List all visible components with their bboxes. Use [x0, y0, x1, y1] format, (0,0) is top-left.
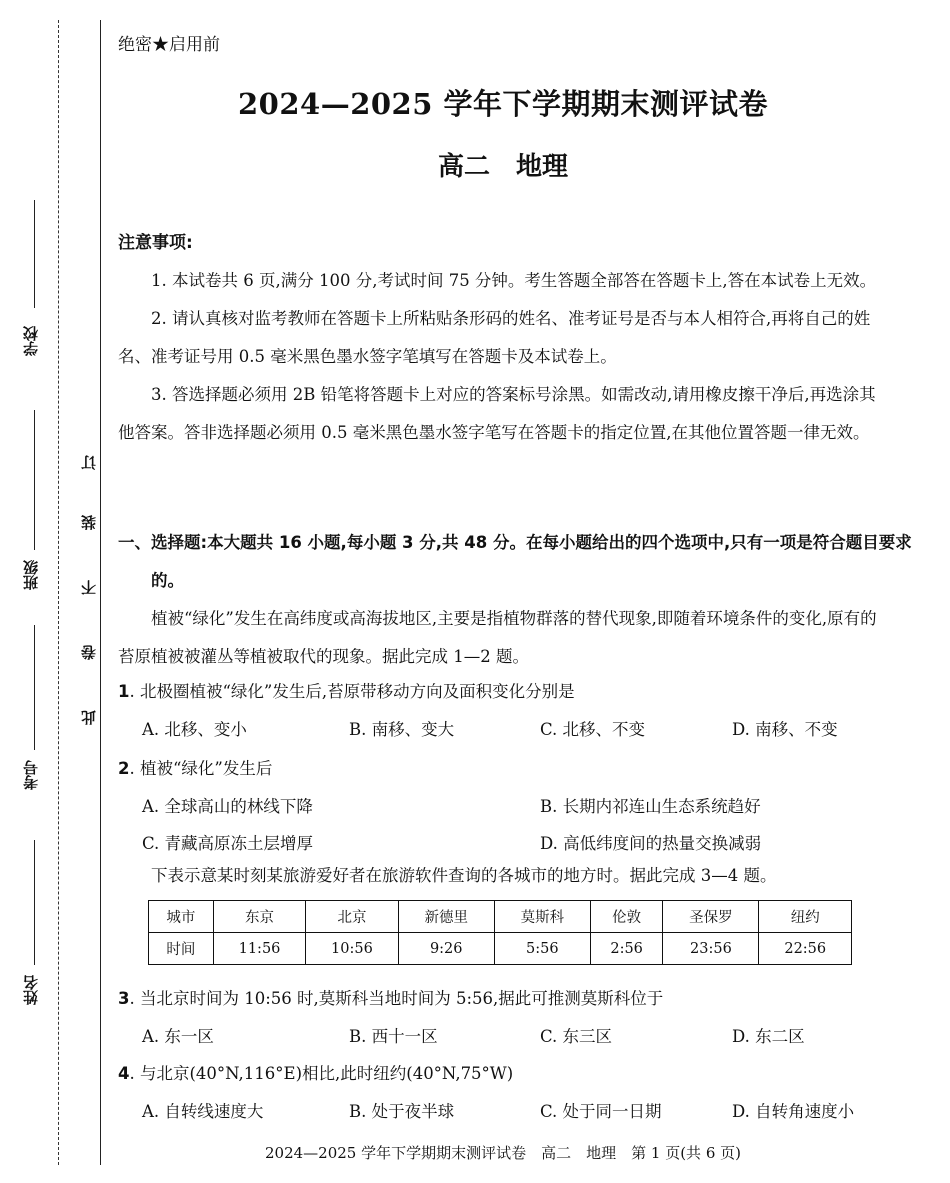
table-cell: 2:56 — [590, 933, 662, 965]
table-header-row — [149, 901, 852, 933]
question-stem: . 北极圈植被“绿化”发生后,苔原带移动方向及面积变化分别是 — [129, 682, 575, 701]
binding-sidebar — [0, 0, 110, 1183]
option-a[interactable]: A. 东一区 — [142, 1027, 214, 1046]
table-cell: 城市 — [149, 901, 214, 933]
option-b[interactable]: B. 南移、变大 — [349, 720, 455, 739]
table-cell: 10:56 — [306, 933, 398, 965]
notice-list — [118, 262, 883, 452]
question-2 — [118, 755, 272, 779]
confidential-mark: 绝密★启用前 — [118, 35, 220, 55]
class-fill-line — [34, 410, 35, 550]
exam-number-label: 考号 — [22, 760, 40, 790]
option-c[interactable]: C. 东三区 — [540, 1027, 613, 1046]
option-b[interactable]: B. 西十一区 — [349, 1027, 438, 1046]
option-d[interactable]: D. 东二区 — [732, 1027, 805, 1046]
option-a[interactable]: A. 自转线速度大 — [142, 1102, 264, 1121]
passage-local-time: 下表示意某时刻某旅游爱好者在旅游软件查询的各城市的地方时。据此完成 3—4 题。 — [151, 866, 777, 885]
binding-note-char: 装 — [80, 515, 98, 530]
question-number: 4 — [118, 1064, 130, 1083]
notice-item: 2. 请认真核对监考教师在答题卡上所粘贴条形码的姓名、准考证号是否与本人相符合,再将自己的姓名、准考证号用 0.5 毫米黑色墨水签字笔填写在答题卡及本试卷上。 — [118, 309, 871, 366]
local-time-table — [148, 900, 852, 965]
table-cell: 23:56 — [663, 933, 759, 965]
notice-heading: 注意事项: — [118, 233, 193, 253]
binding-note-char: 不 — [80, 580, 98, 595]
question-3 — [118, 985, 663, 1009]
class-label: 班级 — [22, 560, 40, 590]
binding-note-char: 此 — [80, 710, 98, 725]
option-c[interactable]: C. 青藏高原冻土层增厚 — [142, 834, 314, 853]
table-cell: 北京 — [306, 901, 398, 933]
margin-border-line — [100, 20, 101, 1165]
table-row — [149, 933, 852, 965]
question-stem: . 植被“绿化”发生后 — [129, 759, 273, 778]
table-cell: 5:56 — [494, 933, 590, 965]
school-fill-line — [34, 200, 35, 308]
table-cell: 9:26 — [398, 933, 494, 965]
option-b[interactable]: B. 处于夜半球 — [349, 1102, 455, 1121]
binding-note-char: 卷 — [80, 645, 98, 660]
name-label: 姓名 — [22, 975, 40, 1005]
table-cell: 东京 — [213, 901, 305, 933]
question-number: 3 — [118, 989, 130, 1008]
question-stem: . 当北京时间为 10:56 时,莫斯科当地时间为 5:56,据此可推测莫斯科位于 — [129, 989, 664, 1008]
table-cell: 新德里 — [398, 901, 494, 933]
school-label: 学校 — [22, 326, 40, 356]
table-cell: 圣保罗 — [663, 901, 759, 933]
question-4 — [118, 1060, 513, 1084]
question-stem: . 与北京(40°N,116°E)相比,此时纽约(40°N,75°W) — [129, 1064, 514, 1083]
table-cell: 11:56 — [213, 933, 305, 965]
passage-vegetation: 植被“绿化”发生在高纬度或高海拔地区,主要是指植物群落的替代现象,即随着环境条件的变化,原有的苔原植被被灌丛等植被取代的现象。据此完成 1—2 题。 — [118, 609, 877, 666]
exam-number-fill-line — [34, 625, 35, 750]
exam-title: 2024—2025 学年下学期期末测评试卷 — [237, 87, 769, 121]
dashed-cut-line — [58, 20, 59, 1165]
option-d[interactable]: D. 南移、不变 — [732, 720, 838, 739]
table-cell: 伦敦 — [590, 901, 662, 933]
table-cell: 纽约 — [759, 901, 852, 933]
table-cell: 莫斯科 — [494, 901, 590, 933]
binding-note-char: 订 — [80, 455, 98, 470]
option-d[interactable]: D. 自转角速度小 — [732, 1102, 855, 1121]
option-d[interactable]: D. 高低纬度间的热量交换减弱 — [540, 834, 762, 853]
option-c[interactable]: C. 处于同一日期 — [540, 1102, 662, 1121]
page-footer: 2024—2025 学年下学期期末测评试卷 高二 地理 第 1 页(共 6 页) — [265, 1144, 741, 1162]
table-cell: 时间 — [149, 933, 214, 965]
option-a[interactable]: A. 北移、变小 — [142, 720, 247, 739]
name-fill-line — [34, 840, 35, 965]
question-1 — [118, 678, 575, 702]
question-number: 2 — [118, 759, 130, 778]
option-a[interactable]: A. 全球高山的林线下降 — [142, 797, 313, 816]
exam-subtitle: 高二 地理 — [437, 152, 568, 182]
table-cell: 22:56 — [759, 933, 852, 965]
notice-item: 3. 答选择题必须用 2B 铅笔将答题卡上对应的答案标号涂黑。如需改动,请用橡皮擦干净后,再选涂其他答案。答非选择题必须用 0.5 毫米黑色墨水签字笔写在答题卡的指定位置,在其他位置答题一律无效。 — [118, 385, 876, 442]
option-c[interactable]: C. 北移、不变 — [540, 720, 646, 739]
section-heading: 一、选择题:本大题共 16 小题,每小题 3 分,共 48 分。在每小题给出的四个选项中,只有一项是符合题目要求的。 — [118, 533, 912, 590]
notice-item: 1. 本试卷共 6 页,满分 100 分,考试时间 75 分钟。考生答题全部答在答题卡上,答在本试卷上无效。 — [151, 271, 877, 290]
question-number: 1 — [118, 682, 130, 701]
option-b[interactable]: B. 长期内祁连山生态系统趋好 — [540, 797, 761, 816]
